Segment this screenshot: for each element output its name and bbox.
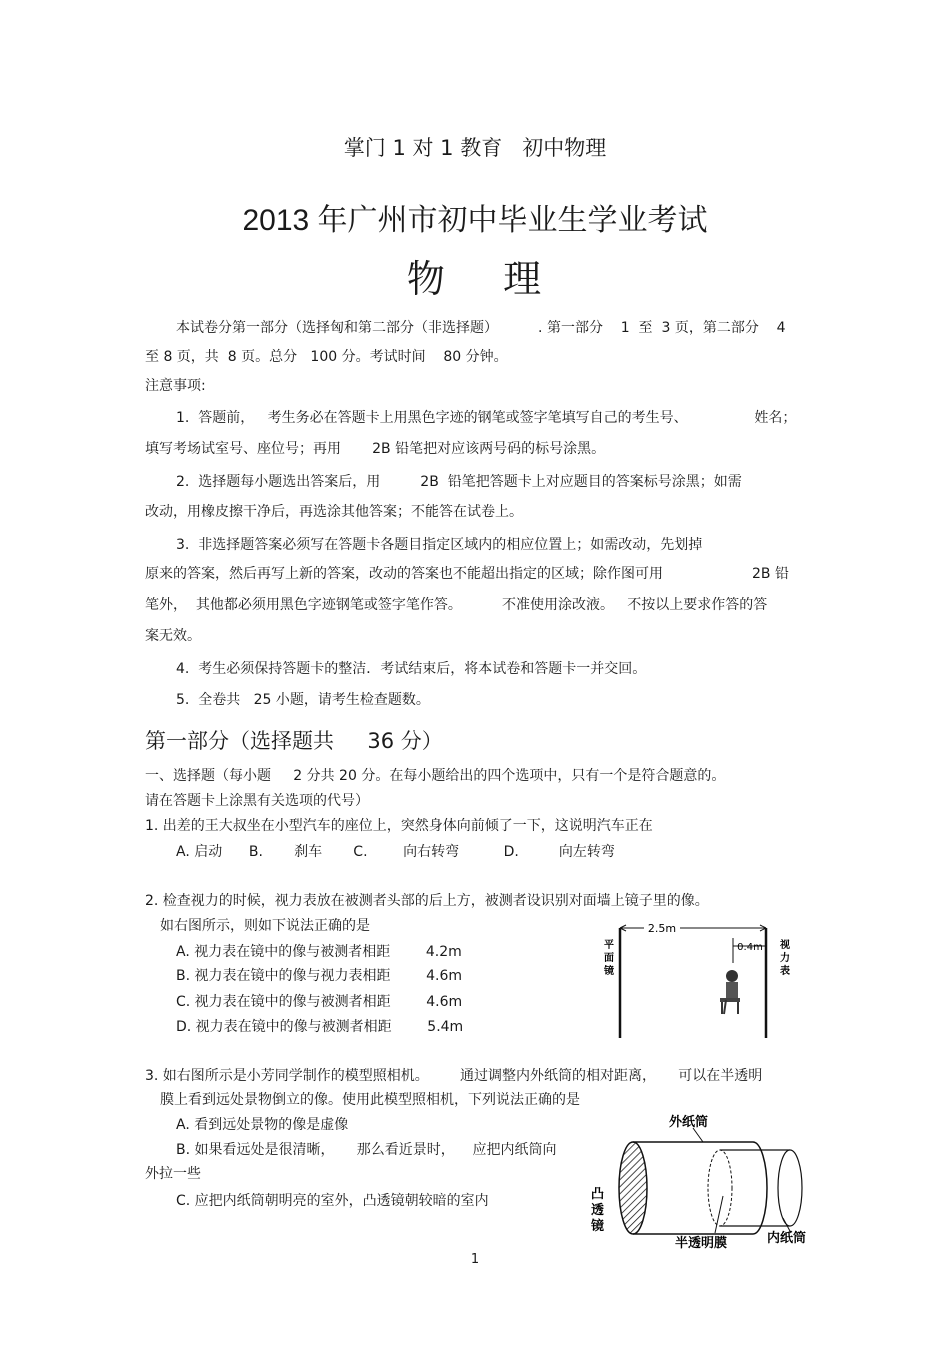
page-number: 1 xyxy=(470,1252,480,1267)
q3-option-b-line-2: 外拉一些 xyxy=(145,1166,201,1182)
total-distance-label: 2.5m xyxy=(647,922,677,935)
q2-option-c: C. 视力表在镜中的像与被测者相距 4.6m xyxy=(176,994,463,1010)
chart-label-1: 视 xyxy=(780,940,790,951)
document-header: 掌门 1 对 1 教育 初中物理 xyxy=(343,136,607,160)
short-distance-label: 0.4m xyxy=(737,942,763,953)
q1-options: A. 启动 B. 刹车 C. 向右转弯 D. 向左转弯 xyxy=(176,844,615,860)
notice-4: 4. 考生必须保持答题卡的整洁．考试结束后，将本试卷和答题卡一并交回。 xyxy=(176,661,647,677)
q3-option-a: A. 看到远处景物的像是虚像 xyxy=(176,1117,349,1133)
instructions-line-2: 请在答题卡上涂黑有关选项的代号） xyxy=(145,793,369,809)
lens-label-3: 镜 xyxy=(591,1219,605,1234)
intro-line-1: 本试卷分第一部分（选择匈和第二部分（非选择题） . 第一部分 1 至 3 页，第二部分 4 xyxy=(176,320,786,336)
notice-5: 5. 全卷共 25 小题，请考生检查题数。 xyxy=(176,692,430,708)
film-label: 半透明膜 xyxy=(675,1236,728,1251)
notice-title: 注意事项: xyxy=(145,378,206,394)
exam-title: 2013 年广州市初中毕业生学业考试 xyxy=(242,204,708,237)
notice-1-line-1: 1. 答题前， 考生务必在答题卡上用黑色字迹的钢笔或签字笔填写自己的考生号、 姓名； xyxy=(176,410,797,426)
lens-label-2: 透 xyxy=(591,1203,605,1218)
q1-stem: 1. 出差的王大叔坐在小型汽车的座位上，突然身体向前倾了一下，这说明汽车正在 xyxy=(145,818,653,834)
instructions-line-1: 一、选择题（每小题 2 分共 20 分。在每小题给出的四个选项中，只有一个是符合题意的。 xyxy=(145,768,726,784)
q2-stem-1: 2. 检查视力的时候，视力表放在被测者头部的后上方，被测者设识别对面墙上镜子里的像。 xyxy=(145,893,709,909)
notice-3-line-2: 原来的答案，然后再写上新的答案，改动的答案也不能超出指定的区域；除作图可用 2B 铅 xyxy=(145,566,789,582)
notice-3-line-3: 笔外， 其他都必须用黑色字迹钢笔或签字笔作答。 不准使用涂改液。 不按以上要求作答的答 xyxy=(145,597,768,613)
notice-2-line-1: 2. 选择题每小题选出答案后，用 2B 铅笔把答题卡上对应题目的答案标号涂黑；如需 xyxy=(176,474,742,490)
notice-3-line-4: 案无效。 xyxy=(145,628,201,644)
eye-test-diagram xyxy=(590,918,815,1043)
section-1-heading: 第一部分（选择题共 36 分） xyxy=(145,729,443,753)
seated-person-icon xyxy=(720,970,740,1014)
q3-stem-1: 3. 如右图所示是小芳同学制作的模型照相机。 通过调整内外纸筒的相对距离， 可以在半透明 xyxy=(145,1068,763,1084)
mirror-label-3: 镜 xyxy=(604,966,614,977)
exam-subject: 物 理 xyxy=(406,257,544,301)
q2-option-a: A. 视力表在镜中的像与被测者相距 4.2m xyxy=(176,944,462,960)
q2-option-d: D. 视力表在镜中的像与被测者相距 5.4m xyxy=(176,1019,464,1035)
q3-option-b-line-1: B. 如果看远处是很清晰， 那么看近景时， 应把内纸筒向 xyxy=(176,1142,557,1158)
outer-tube-label: 外纸筒 xyxy=(669,1115,709,1130)
notice-2-line-2: 改动，用橡皮擦干净后，再选涂其他答案；不能答在试卷上。 xyxy=(145,504,523,520)
chart-label-2: 力 xyxy=(780,953,790,964)
notice-1-line-2: 填写考场试室号、座位号；再用 2B 铅笔把对应该两号码的标号涂黑。 xyxy=(145,441,606,457)
inner-tube-label: 内纸筒 xyxy=(767,1231,807,1246)
mirror-label-2: 面 xyxy=(604,953,614,964)
q3-option-c: C. 应把内纸筒朝明亮的室外，凸透镜朝较暗的室内 xyxy=(176,1193,489,1209)
q2-stem-2: 如右图所示，则如下说法正确的是 xyxy=(160,918,370,934)
intro-line-2: 至 8 页，共 8 页。总分 100 分。考试时间 80 分钟。 xyxy=(145,349,508,365)
mirror-label-1: 平 xyxy=(604,940,614,951)
model-camera-diagram xyxy=(585,1108,820,1253)
lens-label-1: 凸 xyxy=(591,1187,605,1202)
notice-3-line-1: 3. 非选择题答案必须写在答题卡各题目指定区域内的相应位置上；如需改动，先划掉 xyxy=(176,537,703,553)
q2-option-b: B. 视力表在镜中的像与视力表相距 4.6m xyxy=(176,968,463,984)
q3-stem-2: 膜上看到远处景物倒立的像。使用此模型照相机，下列说法正确的是 xyxy=(160,1092,580,1108)
chart-label-3: 表 xyxy=(780,966,790,977)
